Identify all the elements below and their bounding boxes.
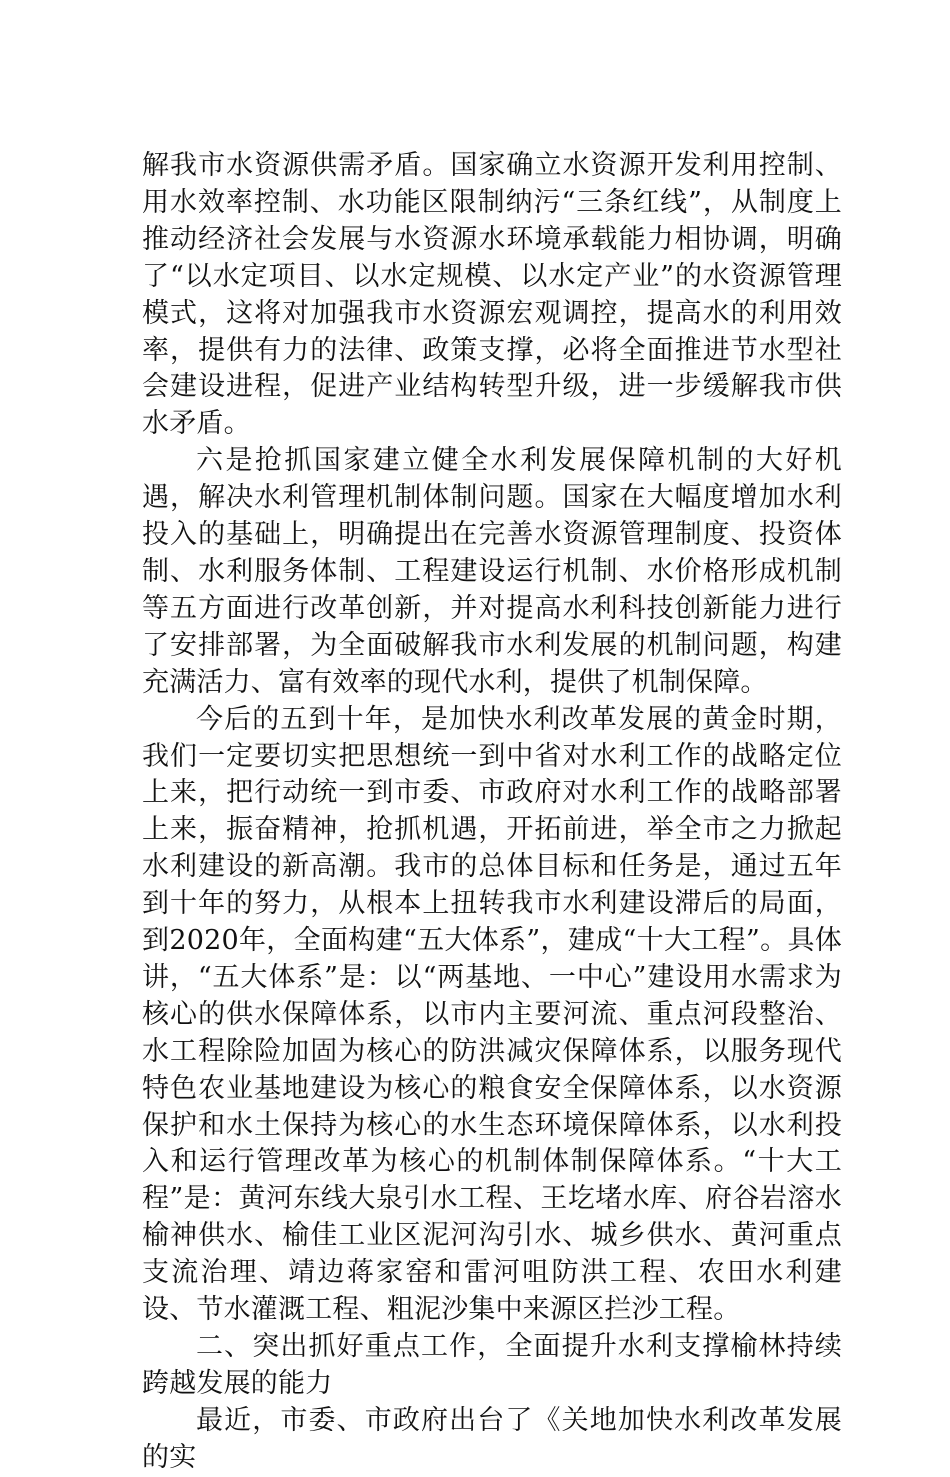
paragraph-3: 今后的五到十年，是加快水利改革发展的黄金时期，我们一定要切实把思想统一到中省对水利工作的战略定位上来，把行动统一到市委、市政府对水利工作的战略部署上来，振奋精神，抢抓机遇，开拓前进，举全市之力掀起水利建设的新高潮。我市的总体目标和任务是，通过五年到十年的努力，从根本上扭转我市水利建设滞后的局面，到2020年，全面构建“五大体系”，建成“十大工程”。具体讲，“五大体系”是：以“两基地、一中心”建设用水需求为核心的供水保障体系，以市内主要河流、重点河段整治、水工程除险加固为核心的防洪减灾保障体系，以服务现代特色农业基地建设为核心的粮食安全保障体系，以水资源保护和水土保持为核心的水生态环境保障体系，以水利投入和运行管理改革为核心的机制体制保障体系。“十大工程”是：黄河东线大泉引水工程、王圪堵水库、府谷岩溶水榆神供水、榆佳工业区泥河沟引水、城乡供水、黄河重点支流治理、靖边蒋家窑和雷河咀防洪工程、农田水利建设、节水灌溉工程、粗泥沙集中来源区拦沙工程。 bbox=[142, 703, 842, 1326]
paragraph-2: 六是抢抓国家建立健全水利发展保障机制的大好机遇，解决水利管理机制体制问题。国家在大幅度增加水利投入的基础上，明确提出在完善水资源管理制度、投资体制、水利服务体制、工程建设运行机制、水价格形成机制等五方面进行改革创新，并对提高水利科技创新能力进行了安排部署，为全面破解我市水利发展的机制问题，构建充满活力、富有效率的现代水利，提供了机制保障。 bbox=[142, 445, 842, 698]
paragraph-4: 最近，市委、市政府出台了《关地加快水利改革发展的实 bbox=[142, 1404, 842, 1473]
section-heading-2: 二、突出抓好重点工作，全面提升水利支撑榆林持续跨越发展的能力 bbox=[142, 1331, 842, 1399]
document-body bbox=[142, 148, 842, 1477]
paragraph-1: 解我市水资源供需矛盾。国家确立水资源开发利用控制、用水效率控制、水功能区限制纳污“三条红线”，从制度上推动经济社会发展与水资源水环境承载能力相协调，明确了“以水定项目、以水定规模、以水定产业”的水资源管理模式，这将对加强我市水资源宏观调控，提高水的利用效率，提供有力的法律、政策支撑，必将全面推进节水型社会建设进程，促进产业结构转型升级，进一步缓解我市供水矛盾。 bbox=[142, 150, 842, 440]
